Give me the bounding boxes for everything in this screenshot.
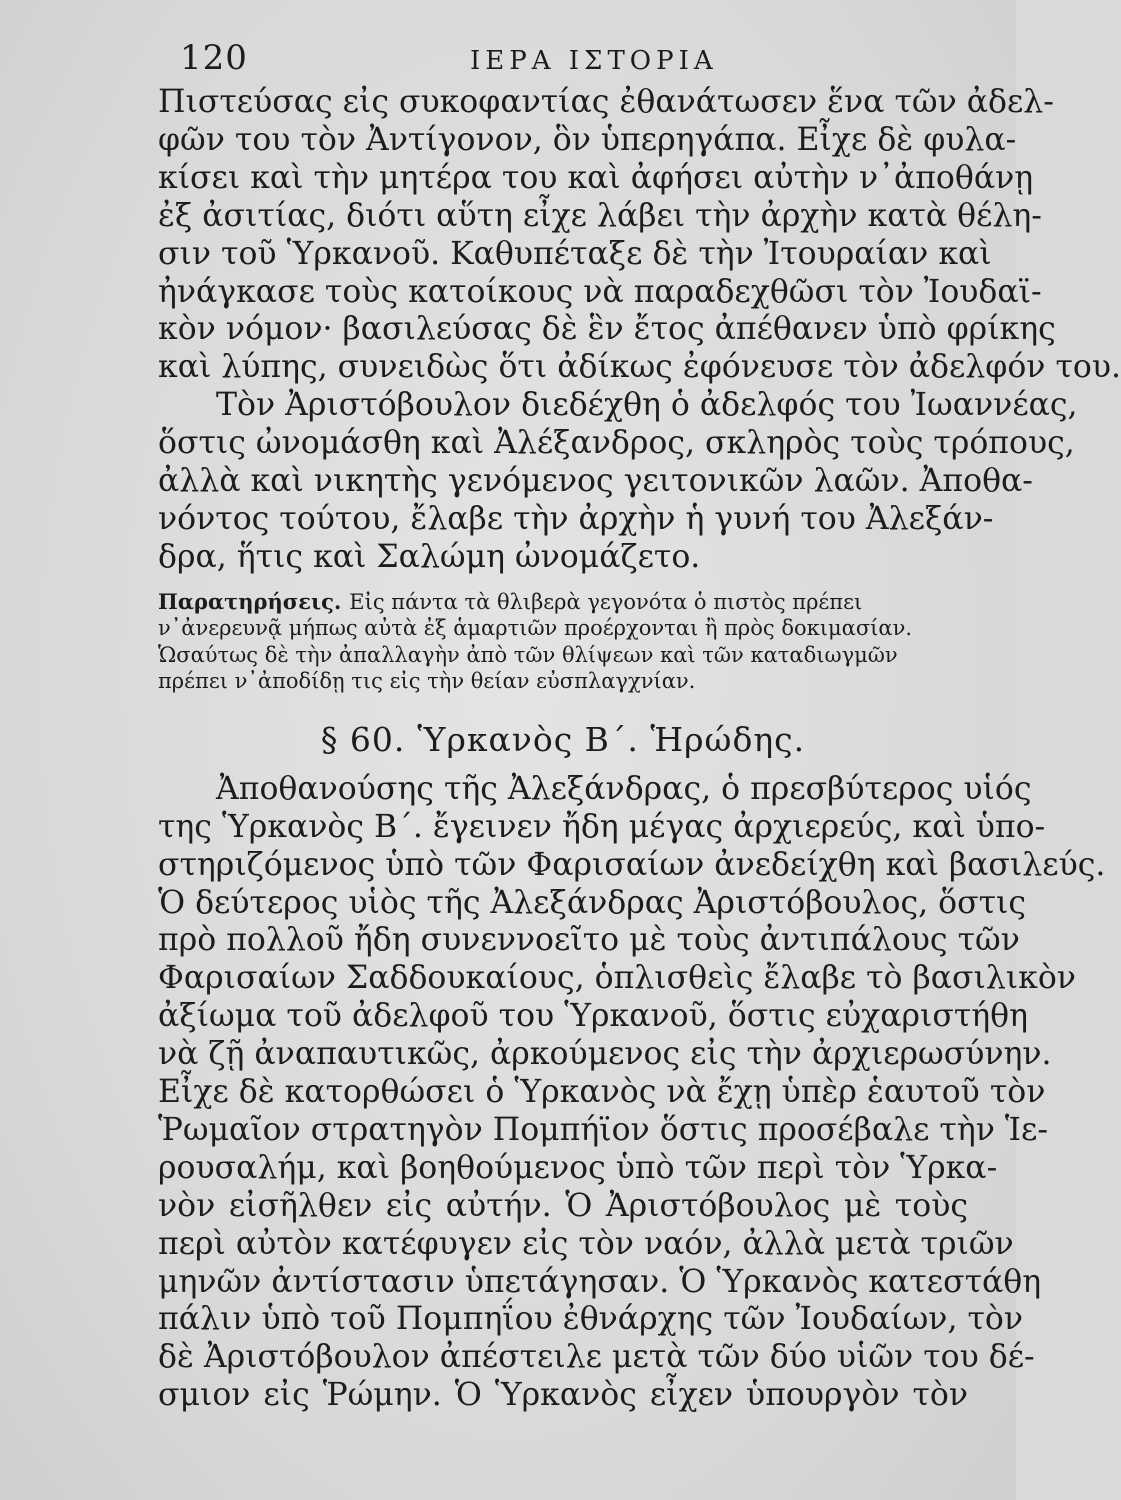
text-line: ρουσαλήμ, καὶ βοηθούμενος ὑπὸ τῶν περὶ τὸν Ὑρκα- [158, 1149, 998, 1186]
text-line: Ὁ δεύτερος υἱὸς τῆς Ἀλεξάνδρας Ἀριστόβουλος, ὅστις [158, 884, 1027, 921]
paragraph-3 [158, 770, 1106, 1415]
text-line: καὶ λύπης, συνειδὼς ὅτι ἀδίκως ἐφόνευσε τὸν ἀδελφόν του. [158, 349, 1121, 386]
section-heading [158, 717, 968, 763]
note-text: Εἰς πάντα τὰ θλιβερὰ γεγονότα ὁ πιστὸς πρέπει [349, 589, 863, 614]
paragraph-2 [158, 387, 1078, 577]
notes-block [158, 589, 968, 695]
text-line: στηριζόμενος ὑπὸ τῶν Φαρισαίων ἀνεδείχθη καὶ βασιλεύς. [158, 846, 1106, 883]
section-title: Ὑρκανὸς Β΄. Ἡρώδης. [417, 719, 806, 759]
text-line: περὶ αὐτὸν κατέφυγεν εἰς τὸν ναόν, ἀλλὰ μετὰ τριῶν [158, 1225, 1014, 1262]
text-line: ἠνάγκασε τοὺς κατοίκους νὰ παραδεχθῶσι τὸν Ἰουδαϊ- [158, 273, 1042, 310]
note-line: ν᾽ἀνερευνᾷ μήπως αὐτὰ ἐξ ἁμαρτιῶν προέρχονται ἢ πρὸς δοκιμασίαν. [158, 616, 913, 641]
running-title: ΙΕΡΑ ΙΣΤΟΡΙΑ [470, 46, 718, 76]
text-line: κίσει καὶ τὴν μητέρα του καὶ ἀφήσει αὐτὴν ν᾽ἀποθάνῃ [158, 159, 1034, 196]
text-line: Εἶχε δὲ κατορθώσει ὁ Ὑρκανὸς νὰ ἔχῃ ὑπὲρ ἑαυτοῦ τὸν [158, 1074, 1046, 1111]
note-line: πρέπει ν᾽ἀποδίδῃ τις εἰς τὴν θείαν εὐσπλαγχνίαν. [158, 669, 696, 694]
section-number: § 60. [320, 719, 406, 759]
text-line: ὅστις ὠνομάσθη καὶ Ἀλέξανδρος, σκληρὸς τοὺς τρόπους, [158, 425, 1075, 462]
note-line: Ὡσαύτως δὲ τὴν ἀπαλλαγὴν ἀπὸ τῶν θλίψεων καὶ τῶν καταδιωγμῶν [158, 642, 898, 667]
text-line: ἀλλὰ καὶ νικητὴς γενόμενος γειτονικῶν λαῶν. Ἀποθα- [158, 463, 1033, 500]
text-line: νόντος τούτου, ἔλαβε τὴν ἀρχὴν ἡ γυνή του Ἀλεξάν- [158, 500, 994, 537]
text-line: πρὸ πολλοῦ ἤδη συνεννοεῖτο μὲ τοὺς ἀντιπάλους τῶν [158, 922, 1020, 959]
text-line: της Ὑρκανὸς Β΄. ἔγεινεν ἤδη μέγας ἀρχιερεύς, καὶ ὑπο- [158, 808, 1046, 845]
page-body [158, 84, 1121, 1415]
text-line: κὸν νόμον· βασιλεύσας δὲ ἓν ἔτος ἀπέθανεν ὑπὸ φρίκης [158, 311, 1056, 348]
page-number: 120 [180, 38, 248, 78]
text-line: σμιον εἰς Ῥώμην. Ὁ Ὑρκανὸς εἶχεν ὑπουργὸν τὸν [158, 1377, 968, 1414]
text-line: φῶν του τὸν Ἀντίγονον, ὃν ὑπερηγάπα. Εἶχε δὲ φυλα- [158, 121, 1017, 158]
text-line: σιν τοῦ Ὑρκανοῦ. Καθυπέταξε δὲ τὴν Ἰτουραίαν καὶ [158, 235, 992, 272]
text-line: πάλιν ὑπὸ τοῦ Πομπηΐου ἐθνάρχης τῶν Ἰουδαίων, τὸν [158, 1301, 1024, 1338]
text-line: Ἀποθανούσης τῆς Ἀλεξάνδρας, ὁ πρεσβύτερος υἱός [216, 770, 1032, 807]
note-line [158, 589, 968, 616]
text-line: Φαρισαίων Σαδδουκαίους, ὁπλισθεὶς ἔλαβε τὸ βασιλικὸν [158, 960, 1076, 997]
text-line: ἀξίωμα τοῦ ἀδελφοῦ του Ὑρκανοῦ, ὅστις εὐχαριστήθη [158, 998, 1029, 1035]
text-line: νὰ ζῇ ἀναπαυτικῶς, ἀρκούμενος εἰς τὴν ἀρχιερωσύνην. [158, 1036, 1052, 1073]
notes-label: Παρατηρήσεις. [158, 588, 342, 614]
text-line: Τὸν Ἀριστόβουλον διεδέχθη ὁ ἀδελφός του Ἰωαννέας, [216, 387, 1078, 424]
text-line: ἐξ ἀσιτίας, διότι αὕτη εἶχε λάβει τὴν ἀρχὴν κατὰ θέλη- [158, 197, 1042, 234]
text-line: Πιστεύσας εἰς συκοφαντίας ἐθανάτωσεν ἕνα τῶν ἀδελ- [158, 84, 1054, 120]
text-line: Ῥωμαῖον στρατηγὸν Πομπήϊον ὅστις προσέβαλε τὴν Ἱε- [158, 1111, 1048, 1148]
page-header [180, 38, 970, 82]
text-line: νὸν εἰσῆλθεν εἰς αὐτήν. Ὁ Ἀριστόβουλος μὲ τοὺς [158, 1187, 968, 1224]
text-line: μηνῶν ἀντίστασιν ὑπετάγησαν. Ὁ Ὑρκανὸς κατεστάθη [158, 1263, 1042, 1300]
paragraph-1 [158, 84, 1121, 387]
text-line: δρα, ἥτις καὶ Σαλώμη ὠνομάζετο. [158, 538, 701, 575]
text-line: δὲ Ἀριστόβουλον ἀπέστειλε μετὰ τῶν δύο υἱῶν του δέ- [158, 1339, 1035, 1376]
